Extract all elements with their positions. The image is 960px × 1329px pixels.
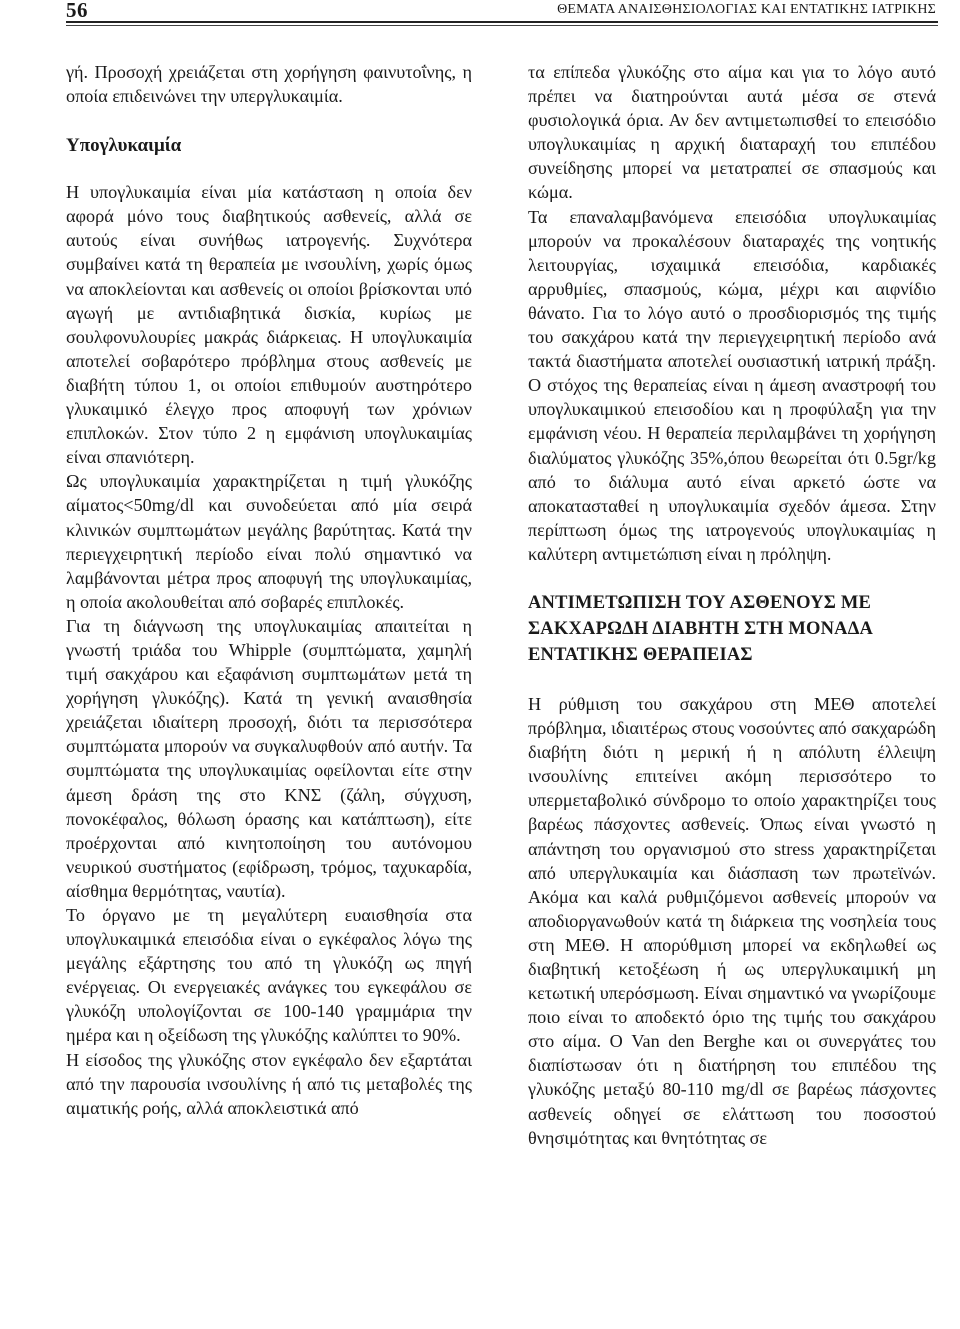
paragraph: Το όργανο με τη μεγαλύτερη ευαισθησία στα υπογλυκαιμικά επεισόδια είναι ο εγκέφαλος λόγω της μεγάλης εξάρτησης του από τη γλυκόζη ως πηγή ενέργειας. Οι ενεργειακές ανάγκες του εγκεφάλου σε γλυκόζη υπολογίζονται σε 100-140 γραμμάρια την ημέρα και η οξείδωση της γλυκόζης καλύπτει το 90%. [66,905,472,1046]
header-rule-thin [66,25,938,26]
paragraph: Η είσοδος της γλυκόζης στον εγκέφαλο δεν εξαρτάται από την παρουσία ινσουλίνης ή από τις μεταβολές της αιματικής ροής, αλλά αποκλειστικά από [66,1049,472,1118]
section-heading-icu-treatment: ΑΝΤΙΜΕΤΩΠΙΣΗ ΤΟΥ ΑΣΘΕΝΟΥΣ ΜΕ ΣΑΚΧΑΡΩΔΗ ΔΙΑΒΗΤΗ ΣΤΗ ΜΟΝΑΔΑ ΕΝΤΑΤΙΚΗΣ ΘΕΡΑΠΕΙΑΣ [528,592,873,665]
paragraph: Ως υπογλυκαιμία χαρακτηρίζεται η τιμή γλυκόζης αίματος<50mg/dl και συνοδεύεται από μία σειρά κλινικών συμπτωμάτων μεγάλης βαρύτητας. Κατά την περιεγχειρητική περίοδο είναι πολύ σημαντικό να λαμβάνονται μέτρα προς αποφυγή της υπογλυκαιμίας, η οποία ακολουθείται από σοβαρές επιπλοκές. [66,471,472,612]
paragraph: γή. Προσοχή χρειάζεται στη χορήγηση φαινυτοΐνης, η οποία επιδεινώνει την υπεργλυκαιμία. [66,62,472,107]
paragraph: Τα επαναλαμβανόμενα επεισόδια υπογλυκαιμίας μπορούν να προκαλέσουν διαταραχές της νοητικής λειτουργίας, ισχαιμικά επεισόδια, καρδιακές αρρυθμίες, σπασμούς, κώμα, μέχρι και αιφνίδιο θάνατο. Για το λόγο αυτό ο προσδιορισμός της τιμής του σακχάρου κατά την περιεγχειρητική περίοδο ανά τακτά διαστήματα αποτελεί ουσιαστική ιατρική πράξη. Ο στόχος της θεραπείας είναι η άμεση αναστροφή του υπογλυκαιμικού επεισοδίου και η προφύλαξη για την εμφάνιση νέου. Η θεραπεία περιλαμβάνει τη χορήγηση διαλύματος γλυκόζης 35%,όπου θεωρείται ότι 0.5gr/kg από το διάλυμα αυτό είναι αρκετό ώστε να αποκατασταθεί η υπογλυκαιμία σχεδόν άμεσα. Στην περίπτωση όμως της ιατρογενούς υπογλυκαιμίας η καλύτερη αντιμετώπιση είναι η πρόληψη. [528,206,936,564]
header-rule [66,21,938,23]
paragraph: Για τη διάγνωση της υπογλυκαιμίας απαιτείται η γνωστή τριάδα του Whipple (συμπτώματα, χαμηλή τιμή σακχάρου και εξαφάνιση συμπτωμάτων μετά τη χορήγηση γλυκόζης). Κατά τη γενική αναισθησία χρειάζεται ιδιαίτερη προσοχή, διότι τα περισσότερα συμπτώματα μπορούν να συγκαλυφθούν από αυτήν. Τα συμπτώματα της υπογλυκαιμίας οφείλονται είτε στην άμεση δράση της στο ΚΝΣ (ζάλη, σύγχυση, πονοκέφαλος, θόλωση όρασης και κατάπτωση), είτε προέρχονται από κινητοποίηση του αυτόνομου νευρικού συστήματος (εφίδρωση, τρόμος, ταχυκαρδία, αίσθημα θερμότητας, ναυτία). [66,615,472,901]
section-heading-hypoglycemia: Υπογλυκαιμία [66,135,182,157]
right-column [528,60,936,1150]
paragraph: τα επίπεδα γλυκόζης στο αίμα και για το λόγο αυτό πρέπει να διατηρούνται αυτά μέσα σε στενά φυσιολογικά όρια. Αν δεν αντιμετωπισθεί το επεισόδιο υπογλυκαιμίας η αρχική διαταραχή του επιπέδου συνείδησης μπορεί να μετατραπεί σε σπασμούς και κώμα. [528,62,936,203]
paragraph: Η ρύθμιση του σακχάρου στη ΜΕΘ αποτελεί πρόβλημα, ιδιαιτέρως στους νοσούντες από σακχαρώδη διαβήτη διότι η μερική ή η απόλυτη έλλειψη ινσουλίνης επιτείνει ακόμη περισσότερο το υπερμεταβολικό σύνδρομο το οποίο χαρακτηρίζει τους βαρέως πάσχοντες ασθενείς. Όπως είναι γνωστό η απάντηση του οργανισμού στο stress χαρακτηρίζεται από υπεργλυκαιμία και διάσπαση των πρωτεϊνών. Ακόμα και καλά ρυθμιζόμενοι ασθενείς μπορούν να αποδιοργανωθούν κατά τη διάρκεια της νοσηλεία τους στη ΜΕΘ. Η απορύθμιση μπορεί να εκδηλωθεί ως διαβητική κετοξέωση ή ως υπεργλυκαιμική μη κετωτική υπερόσμωση. Είναι σημαντικό να γνωρίζουμε ποιο είναι το αποδεκτό όριο της τιμής του σακχάρου στο αίμα. Ο Van den Berghe και οι συνεργάτες του διαπίστωσαν ότι η διατήρηση του επιπέδου της γλυκόζης μεταξύ 80-110 mg/dl σε βαρέως πάσχοντες ασθενείς οδηγεί σε ελάττωση του ποσοστού θνησιμότητας και θνητότητας σε [528,693,936,1148]
page-number: 56 [66,0,88,22]
paragraph: Η υπογλυκαιμία είναι μία κατάσταση η οποία δεν αφορά μόνο τους διαβητικούς ασθενείς, αλλά σε αυτούς είναι συνήθως ιατρογενής. Συχνότερα συμβαίνει κατά τη θεραπεία με ινσουλίνη, χωρίς όμως να αποκλείονται και ασθενείς οι οποίοι βρίσκονται υπό αγωγή με αντιδιαβητικά δισκία, κυρίως με σουλφονυλουρίες μακράς διάρκειας. Η υπογλυκαιμία αποτελεί σοβαρότερο πρόβλημα στους ασθενείς με διαβήτη τύπου 1, οι οποίοι επιθυμούν αυστηρότερο γλυκαιμικό έλεγχο προς αποφυγή των χρόνιων επιπλοκών. Στον τύπο 2 η εμφάνιση υπογλυκαιμίας είναι σπανιότερη. [66,182,472,468]
left-column [66,60,472,1120]
running-title: ΘΕΜΑΤΑ ΑΝΑΙΣΘΗΣΙΟΛΟΓΙΑΣ ΚΑΙ ΕΝΤΑΤΙΚΗΣ ΙΑΤΡΙΚΗΣ [557,2,936,17]
page-header [66,0,936,22]
